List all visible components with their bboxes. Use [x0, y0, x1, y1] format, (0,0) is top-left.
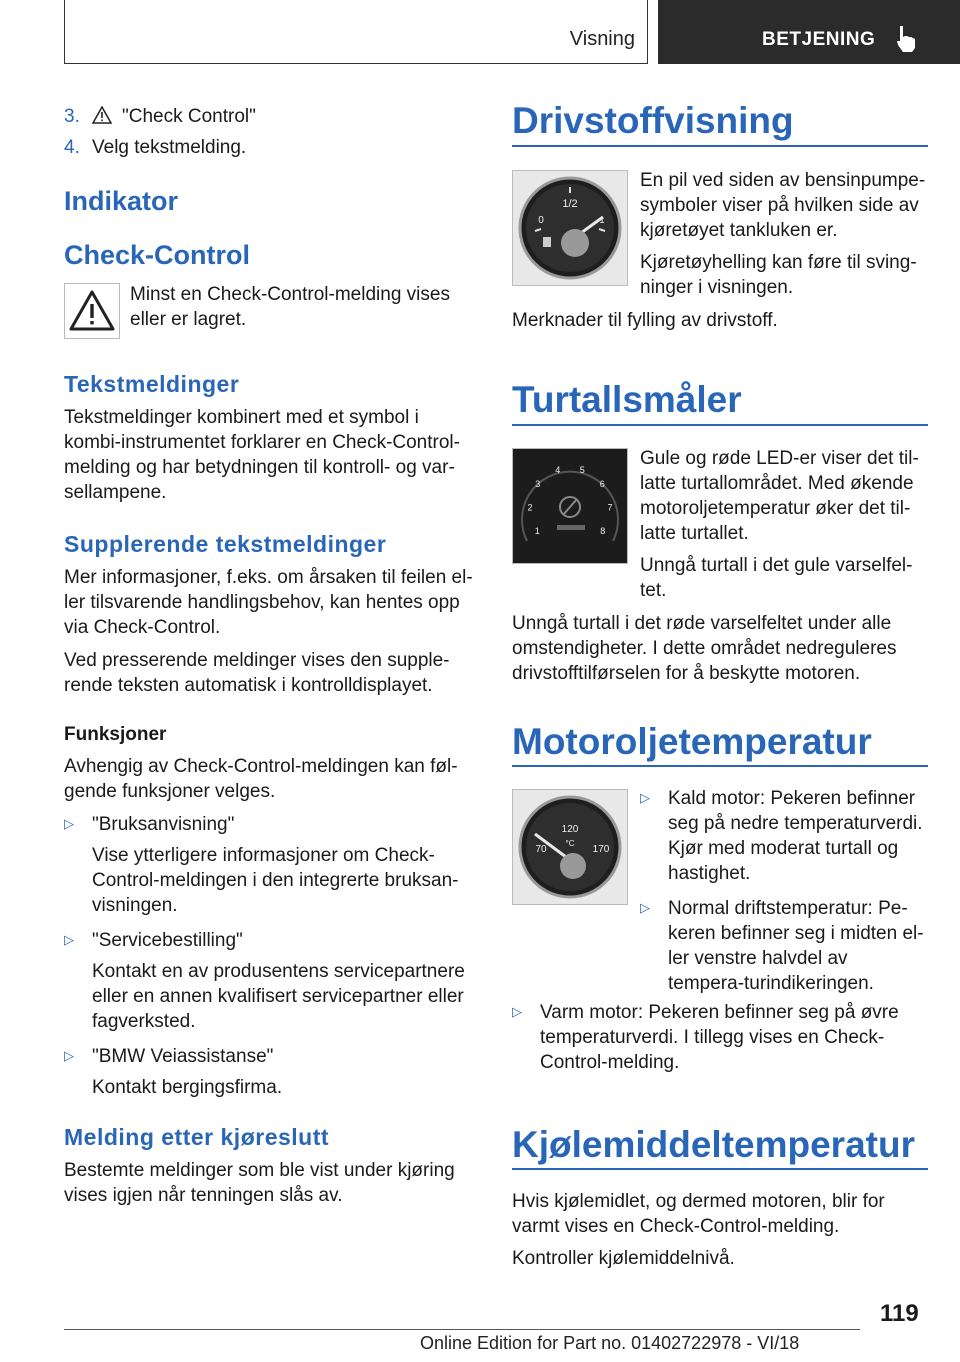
- fuel-gauge-image: [512, 170, 628, 286]
- list-item: [640, 896, 928, 996]
- tach-scale-label: 4: [555, 464, 561, 475]
- tekstmeldinger-text: Tekstmeldinger kombinert med et symbol i kombi-instrumentet forklarer en Check-Control-melding og har betydningen til kontroll- og var-sellampene.: [64, 407, 460, 503]
- step-text: Velg tekstmelding.: [92, 137, 247, 158]
- triangle-bullet-icon: ▷: [64, 816, 74, 831]
- tach-scale-label: 8: [600, 525, 606, 536]
- heading-rule: [512, 424, 928, 426]
- motor-list: [512, 1000, 928, 1075]
- list-item-text: Kontakt bergingsfirma.: [92, 1077, 283, 1098]
- warning-triangle-icon: [92, 106, 112, 124]
- step-number: 4.: [64, 137, 80, 158]
- tach-scale-label: 6: [599, 479, 605, 490]
- supplerende-text-1: Mer informasjoner, f.eks. om årsaken til feilen el-ler tilsvarende handlingsbehov, kan hentes opp via Check-Control.: [64, 567, 473, 638]
- list-item-text: Vise ytterligere informasjoner om Check-Control-meldingen i den integrerte bruksan-visningen.: [92, 845, 459, 916]
- list-item-title: "Bruksanvisning": [92, 814, 235, 835]
- list-item-title: "Servicebestilling": [92, 930, 243, 951]
- tach-scale-label: 7: [607, 502, 613, 513]
- supplerende-heading: Supplerende tekstmeldinger: [64, 531, 387, 557]
- turtall-text-3: Unngå turtall i det røde varselfeltet under alle omstendigheter. I dette området nedreguleres drivstofftilførselen for å beskytte motoren.: [512, 613, 897, 684]
- list-item: [512, 1000, 928, 1075]
- turtall-text-1: Gule og røde LED-er viser det til-latte turtallområdet. Med økende motoroljetemperatur øker det til-latte turtallet.: [640, 448, 919, 544]
- tach-scale-label: 1: [534, 525, 540, 536]
- turtallsmaler-heading: Turtallsmåler: [512, 379, 742, 420]
- motor-sublist: [640, 786, 928, 996]
- tachometer-image: [512, 448, 628, 564]
- header-section-title: Visning: [569, 28, 635, 50]
- triangle-bullet-icon: ▷: [64, 932, 74, 947]
- page-number: 119: [880, 1300, 919, 1327]
- step-3: [64, 104, 476, 129]
- list-item-text: Normal driftstemperatur: Pe-keren befinner seg i midten el-ler venstre halvdel av tempera-turindikeringen.: [668, 898, 924, 994]
- warning-triangle-icon: [65, 284, 119, 338]
- fuel-gauge-full-label: 1: [599, 215, 605, 225]
- list-item-text: Kontakt en av produsentens servicepartnere eller en annen kvalifisert servicepartner eller fagverksted.: [92, 961, 465, 1032]
- tekstmeldinger-heading: Tekstmeldinger: [64, 371, 240, 397]
- kjolemiddel-text-1: Hvis kjølemidlet, og dermed motoren, blir for varmt vises en Check-Control-melding.: [512, 1191, 885, 1237]
- check-control-heading: Check-Control: [64, 240, 251, 270]
- header-chapter-box: [658, 0, 960, 64]
- step-number: 3.: [64, 106, 80, 127]
- fuel-gauge-half-label: 1/2: [562, 198, 578, 210]
- oil-gauge-high-label: 170: [592, 844, 610, 855]
- fuel-gauge-empty-label: 0: [538, 215, 544, 226]
- tach-scale-label: 5: [579, 464, 585, 475]
- heading-rule: [512, 1168, 928, 1170]
- step-text: "Check Control": [122, 106, 256, 127]
- list-item: [64, 812, 476, 918]
- kjolemiddeltemperatur-heading: Kjølemiddeltemperatur: [512, 1124, 915, 1165]
- oil-temperature-gauge-image: [512, 789, 628, 905]
- funksjoner-list: [64, 812, 476, 1100]
- drivstoff-text-3: Merknader til fylling av drivstoff.: [512, 310, 778, 331]
- check-control-text: Minst en Check-Control-melding vises eller er lagret.: [130, 284, 450, 330]
- heading-rule: [512, 765, 928, 767]
- kjolemiddel-text-2: Kontroller kjølemiddelnivå.: [512, 1248, 735, 1269]
- heading-rule: [512, 145, 928, 147]
- footer-rule: [64, 1329, 860, 1330]
- melding-etter-heading: Melding etter kjøreslutt: [64, 1124, 330, 1150]
- list-item-text: Kald motor: Pekeren befinner seg på nedre temperaturverdi. Kjør med moderat turtall og hastighet.: [668, 788, 923, 884]
- list-item: [64, 928, 476, 1034]
- oil-gauge-low-label: 70: [535, 844, 547, 855]
- melding-etter-text: Bestemte meldinger som ble vist under kjøring vises igjen når tenningen slås av.: [64, 1160, 455, 1206]
- funksjoner-text: Avhengig av Check-Control-meldingen kan føl-gende funksjoner velges.: [64, 756, 458, 802]
- triangle-bullet-icon: ▷: [64, 1048, 74, 1063]
- funksjoner-heading: Funksjoner: [64, 724, 167, 745]
- drivstoff-text-2: Kjøretøyhelling kan føre til sving-ninger i visningen.: [640, 252, 917, 298]
- indikator-heading: Indikator: [64, 186, 179, 216]
- oil-gauge-mid-label: 120: [561, 824, 579, 835]
- left-column: [64, 104, 476, 160]
- pointing-hand-icon: [894, 24, 920, 54]
- list-item-text: Varm motor: Pekeren befinner seg på øvre temperaturverdi. I tillegg vises en Check-Control-melding.: [540, 1002, 899, 1073]
- header-section-box: [64, 0, 648, 64]
- list-item: [640, 786, 928, 886]
- tach-scale-label: 3: [535, 479, 541, 490]
- triangle-bullet-icon: ▷: [640, 790, 650, 805]
- motoroljetemperatur-heading: Motoroljetemperatur: [512, 721, 872, 762]
- header-chapter-title: BETJENING: [762, 29, 876, 50]
- triangle-bullet-icon: ▷: [640, 900, 650, 915]
- oil-gauge-unit-label: °C: [565, 839, 575, 848]
- list-item: [64, 1044, 476, 1100]
- drivstoffvisning-heading: Drivstoffvisning: [512, 100, 794, 141]
- drivstoff-text-1: En pil ved siden av bensinpumpe-symboler viser på hvilken side av kjøretøyet tankluken er.: [640, 170, 926, 241]
- list-item-title: "BMW Veiassistanse": [92, 1046, 274, 1067]
- triangle-bullet-icon: ▷: [512, 1004, 522, 1019]
- step-4: [64, 135, 476, 160]
- footer-edition: Online Edition for Part no. 01402722978 - VI/18: [420, 1333, 800, 1353]
- supplerende-text-2: Ved presserende meldinger vises den supple-rende teksten automatisk i kontrolldisplayet.: [64, 650, 450, 696]
- turtall-text-2: Unngå turtall i det gule varselfel-tet.: [640, 555, 913, 601]
- tach-scale-label: 2: [527, 502, 533, 513]
- warning-symbol-box: [64, 283, 120, 339]
